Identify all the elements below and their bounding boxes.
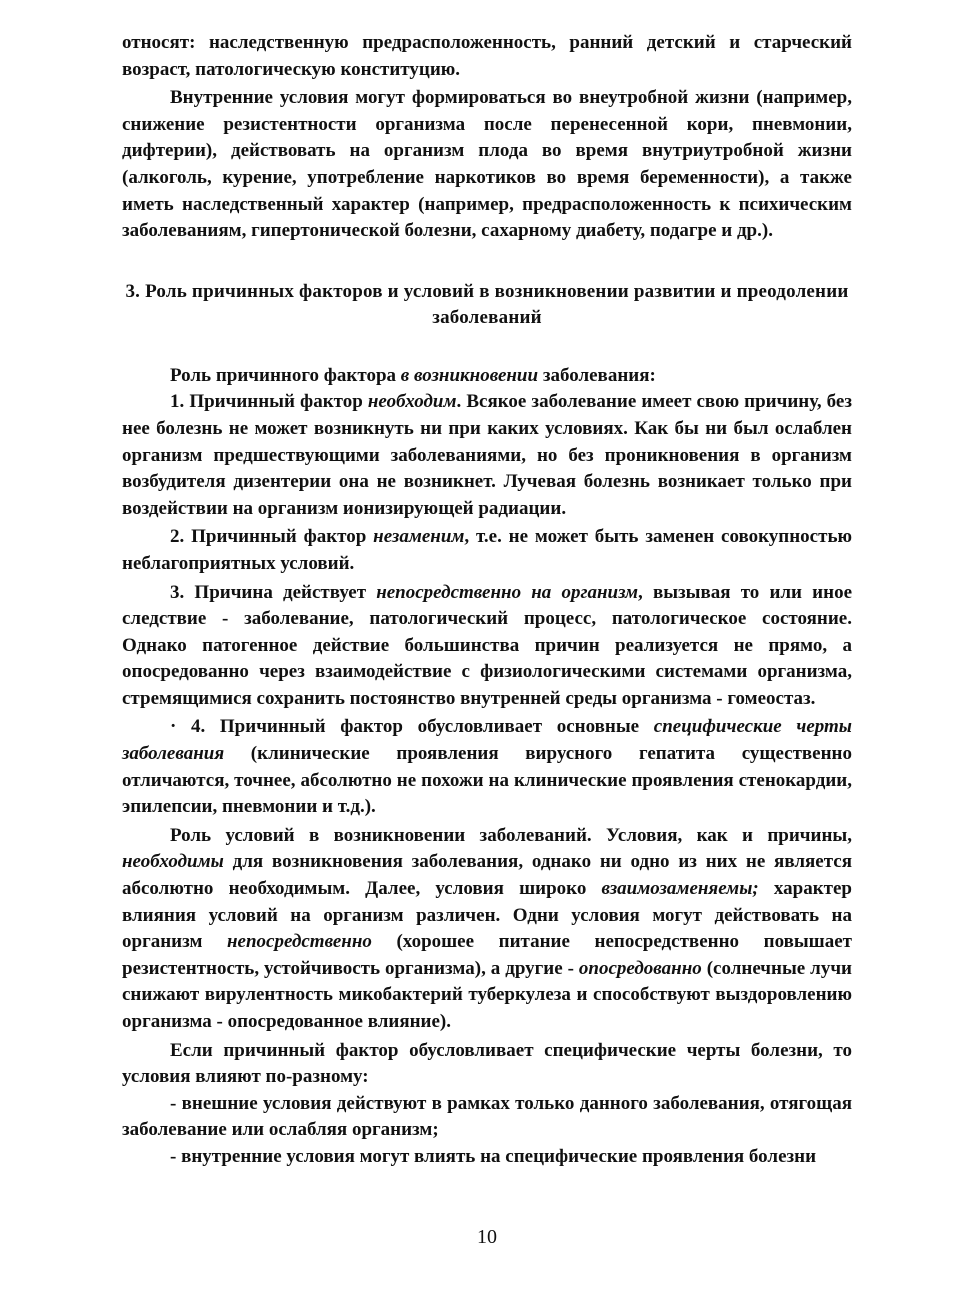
paragraph: Внутренние условия могут формироваться во внеутробной жизни (например, снижение резистентности организма после перенесенной кори, пневмонии, дифтерии), действовать на организм плода во время внутриутробной жизни (алкоголь, курение, употребление наркотиков во время беременности), а также иметь наследственный характер (например, предрасположенность к психическим заболеваниям, гипертонической болезни, сахарному диабету, подагре и др.). — [122, 87, 852, 242]
emphasis: в возникновении — [400, 364, 539, 386]
text-run: , т.е. не может быть заменен совокупностью неблагоприятных условий. — [122, 526, 853, 574]
paragraph — [122, 389, 852, 522]
section-heading: 3. Роль причинных факторов и условий в возникновении развитии и преодолении заболеваний — [125, 280, 849, 328]
emphasis: необходимы — [122, 851, 224, 873]
paragraph: - внутренние условия могут влиять на специфические проявления болезни — [170, 1145, 817, 1167]
paragraph — [122, 580, 852, 713]
page-number: 10 — [477, 1226, 497, 1248]
text-run: . Всякое заболевание имеет свою причину, без нее болезнь не может возникнуть ни при каких условиях. Как бы ни был ослаблен организм предшествующими заболеваниями, но без проникновения в организм возбудителя дизентерии она не возникнет. Лучевая болезнь возникает только при воздействии на организм ионизирующей радиации. — [122, 391, 852, 519]
emphasis: специфические черты заболевания — [122, 716, 852, 765]
text-run: характер влияния условий на организм различен. Одни условия могут действовать на организм — [122, 878, 852, 953]
text-run: · 4. Причинный фактор обусловливает основные — [170, 716, 654, 738]
text-run: Роль условий в возникновении заболеваний. Условия, как и причины, — [170, 824, 852, 846]
text-run: (солнечные лучи снижают вирулентность микобактерий туберкулеза и способствуют выздоровлению организма - опосредованное влияние). — [122, 957, 852, 1032]
paragraph — [122, 823, 852, 1036]
emphasis: незаменим — [373, 526, 465, 548]
emphasis: необходим — [367, 391, 457, 413]
text-run: (клинические проявления вирусного гепатита существенно отличаются, точнее, абсолютно не похожи на клинические проявления стенокардии, эпилепсии, пневмонии и т.д.). — [122, 743, 852, 818]
emphasis: взаимозаменяемы; — [601, 878, 759, 900]
paragraph: - внешние условия действуют в рамках только данного заболевания, отягощая заболевание или ослабляя организм; — [122, 1092, 852, 1141]
text-run: 3. Причина действует — [170, 581, 377, 603]
paragraph: Если причинный фактор обусловливает специфические черты болезни, то условия влияют по-разному: — [122, 1039, 852, 1088]
text-run: заболевания: — [538, 364, 656, 386]
paragraph: относят: наследственную предрасположенность, ранний детский и старческий возраст, патологическую конституцию. — [122, 32, 852, 80]
paragraph — [122, 524, 852, 577]
emphasis: непосредственно — [227, 931, 372, 953]
text-run: , вызывая то или иное следствие - заболевание, патологический процесс, патологическое состояние. Однако патогенное действие большинства причин реализуется не прямо, а опосредованно через взаимодействие с физиологическими системами организма, стремящимися сохранить постоянство внутренней среды организма - гомеостаз. — [122, 581, 852, 709]
emphasis: опосредованно — [578, 957, 702, 979]
text-run: для возникновения заболевания, однако ни одно из них не является абсолютно необходимым. Далее, условия широко — [122, 851, 852, 900]
paragraph — [122, 714, 852, 820]
text-run: 2. Причинный фактор — [170, 526, 374, 548]
text-run: 1. Причинный фактор — [170, 391, 368, 413]
text-run: (хорошее питание непосредственно повышает резистентность, устойчивость организма), а другие - — [122, 931, 852, 979]
text-run: Роль причинного фактора — [170, 364, 401, 386]
paragraph — [122, 363, 852, 390]
emphasis: непосредственно на организм — [376, 581, 639, 603]
